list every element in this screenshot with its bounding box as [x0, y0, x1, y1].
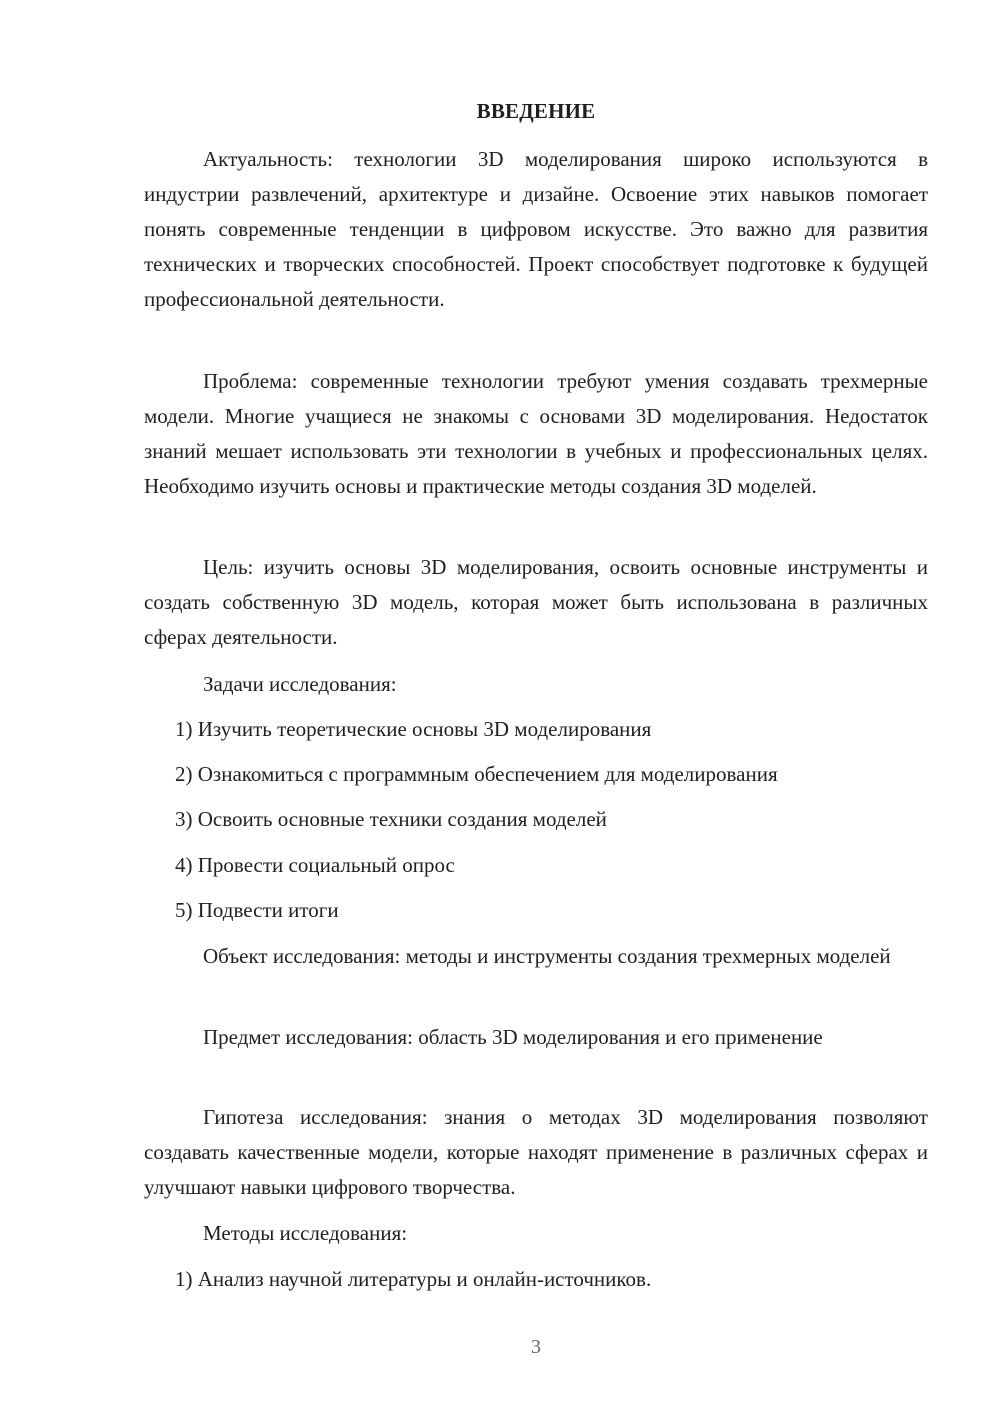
task-item: 2) Ознакомиться с программным обеспечением для моделирования [175, 762, 778, 786]
goal-paragraph: Цель: изучить основы 3D моделирования, освоить основные инструменты и создать собственную 3D модель, которая может быть использована в различных сферах деятельности. [144, 555, 928, 649]
methods-heading: Методы исследования: [203, 1221, 408, 1245]
subject-paragraph: Предмет исследования: область 3D моделирования и его применение [203, 1025, 823, 1049]
task-item: 4) Провести социальный опрос [175, 853, 455, 877]
task-item: 5) Подвести итоги [175, 898, 339, 922]
page-number: 3 [531, 1336, 541, 1358]
problem-paragraph: Проблема: современные технологии требуют умения создавать трехмерные модели. Многие учащиеся не знакомы с основами 3D моделирования. Недостаток знаний мешает использовать эти технологии в учебных и профессиональных целях. Необходимо изучить основы и практические методы создания 3D моделей. [144, 369, 928, 498]
document-page [144, 0, 928, 1414]
task-item: 1) Изучить теоретические основы 3D моделирования [175, 717, 652, 741]
section-title: ВВЕДЕНИЕ [476, 99, 596, 123]
object-paragraph: Объект исследования: методы и инструменты создания трехмерных моделей [203, 944, 891, 968]
task-item: 3) Освоить основные техники создания моделей [175, 807, 607, 831]
relevance-paragraph: Актуальность: технологии 3D моделирования широко используются в индустрии развлечений, архитектуре и дизайне. Освоение этих навыков помогает понять современные тенденции в цифровом искусстве. Это важно для развития технических и творческих способностей. Проект способствует подготовке к будущей профессиональной деятельности. [144, 147, 928, 311]
hypothesis-paragraph: Гипотеза исследования: знания о методах 3D моделирования позволяют создавать качественные модели, которые находят применение в различных сферах и улучшают навыки цифрового творчества. [144, 1105, 928, 1199]
tasks-heading: Задачи исследования: [203, 672, 397, 696]
method-item: 1) Анализ научной литературы и онлайн-источников. [175, 1267, 652, 1291]
